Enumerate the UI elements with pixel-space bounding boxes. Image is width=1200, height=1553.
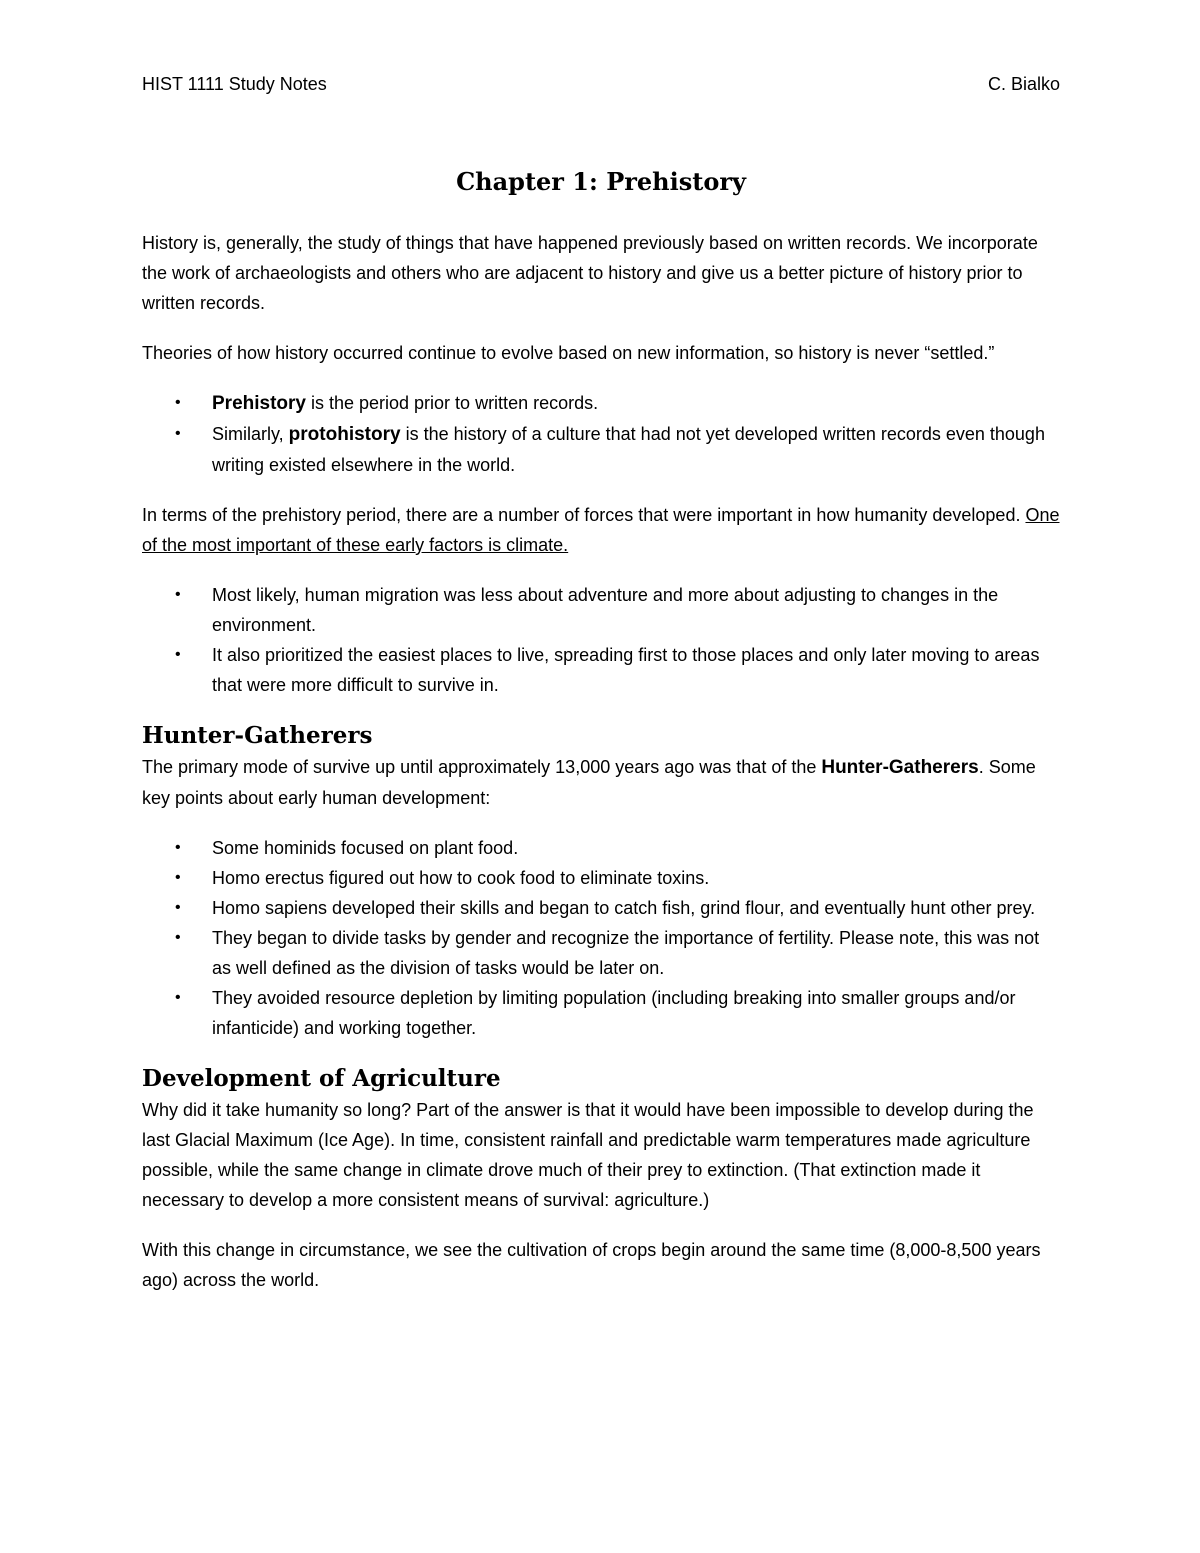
hunter-gatherers-list xyxy=(142,833,1060,1043)
list-item-text: They avoided resource depletion by limiting population (including breaking into smaller groups and/or infanticide) and working together. xyxy=(212,988,1016,1038)
forces-text: In terms of the prehistory period, there are a number of forces that were important in how humanity developed. xyxy=(142,505,1026,525)
list-item xyxy=(142,640,1060,700)
bullet-icon: • xyxy=(175,394,181,411)
course-name: HIST 1111 Study Notes xyxy=(142,74,327,94)
list-item xyxy=(142,580,1060,640)
heading-agriculture: Development of Agriculture xyxy=(142,1065,501,1092)
list-item-text: Some hominids focused on plant food. xyxy=(212,838,519,858)
bullet-icon: • xyxy=(175,425,181,442)
chapter-title: Chapter 1: Prehistory xyxy=(456,167,746,196)
heading-hunter-gatherers: Hunter-Gatherers xyxy=(142,722,373,749)
forces-list xyxy=(142,580,1060,700)
definition-term: protohistory xyxy=(288,424,401,445)
hg-intro-post: . Some key points about early human development: xyxy=(142,757,1036,808)
definition-post: is the history of a culture that had not yet developed written records even though writing existed elsewhere in the world. xyxy=(212,424,1045,475)
bullet-icon: • xyxy=(175,839,181,856)
intro-paragraph-1: History is, generally, the study of things that have happened previously based on written records. We incorporate the work of archaeologists and others who are adjacent to history and give us a better picture of history prior to written records. xyxy=(142,233,1038,313)
bullet-icon: • xyxy=(175,586,181,603)
list-item xyxy=(142,983,1060,1043)
intro-paragraph-2: Theories of how history occurred continue to evolve based on new information, so history is never “settled.” xyxy=(142,343,995,363)
bullet-icon: • xyxy=(175,869,181,886)
list-item xyxy=(142,388,1060,419)
list-item xyxy=(142,419,1060,480)
list-item-text: Homo erectus figured out how to cook food to eliminate toxins. xyxy=(212,868,710,888)
forces-paragraph xyxy=(142,500,1060,560)
list-item xyxy=(142,893,1060,923)
list-item xyxy=(142,923,1060,983)
definition-term: Prehistory xyxy=(212,393,306,414)
list-item-text: Homo sapiens developed their skills and began to catch fish, grind flour, and eventually hunt other prey. xyxy=(212,898,1036,918)
list-item-text: Most likely, human migration was less about adventure and more about adjusting to changes in the environment. xyxy=(212,585,999,635)
definition-post: is the period prior to written records. xyxy=(305,393,599,413)
bullet-icon: • xyxy=(175,646,181,663)
list-item-text: They began to divide tasks by gender and recognize the importance of fertility. Please note, this was not as well defined as the division of tasks would be later on. xyxy=(212,928,1040,978)
list-item xyxy=(142,863,1060,893)
bullet-icon: • xyxy=(175,899,181,916)
hunter-gatherers-intro xyxy=(142,752,1060,813)
agriculture-paragraph-2: With this change in circumstance, we see the cultivation of crops begin around the same time (8,000-8,500 years ago) across the world. xyxy=(142,1240,1041,1290)
page-header xyxy=(142,74,1060,98)
list-item-text: It also prioritized the easiest places to live, spreading first to those places and only later moving to areas that were more difficult to survive in. xyxy=(212,645,1040,695)
bullet-icon: • xyxy=(175,929,181,946)
definitions-list xyxy=(142,388,1060,480)
list-item xyxy=(142,833,1060,863)
document-body xyxy=(142,166,1060,1315)
agriculture-paragraph-1: Why did it take humanity so long? Part of the answer is that it would have been impossible to develop during the last Glacial Maximum (Ice Age). In time, consistent rainfall and predictable warm temperatures made agriculture possible, while the same change in climate drove much of their prey to extinction. (That extinction made it necessary to develop a more consistent means of survival: agriculture.) xyxy=(142,1100,1034,1210)
forces-underlined: One of the most important of these early factors is climate. xyxy=(142,505,1060,555)
author-name: C. Bialko xyxy=(987,74,1060,94)
hg-intro-pre: The primary mode of survive up until approximately 13,000 years ago was that of the xyxy=(142,757,822,777)
hg-intro-term: Hunter-Gatherers xyxy=(821,757,979,778)
bullet-icon: • xyxy=(175,989,181,1006)
definition-pre: Similarly, xyxy=(212,424,289,444)
